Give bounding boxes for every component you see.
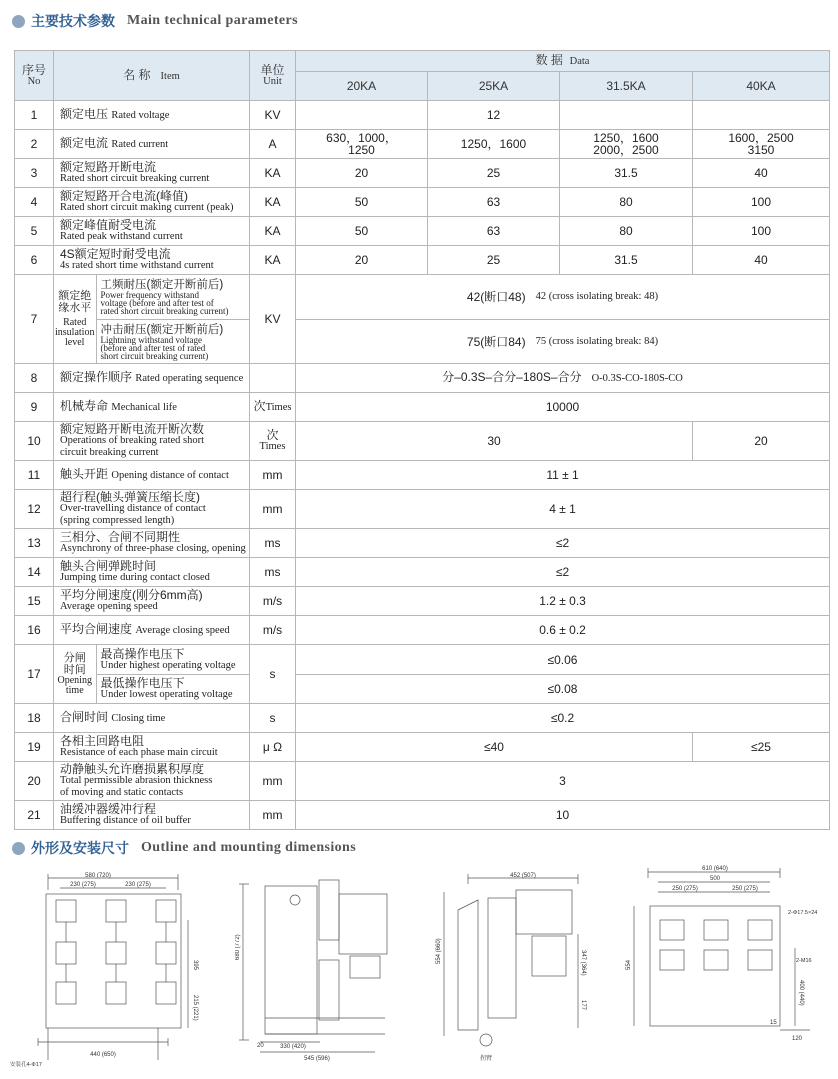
table-row: 6 4S额定短时耐受电流 4s rated short time withstand current KA 20 25 31.5 40 xyxy=(15,246,830,275)
table-row: 5 额定峰值耐受电流 Rated peak withstand current KA 50 63 80 100 xyxy=(15,217,830,246)
dim-offset: 20 xyxy=(257,1043,264,1049)
dim-h2: 215 (221) xyxy=(192,995,198,1021)
section-title-dimensions xyxy=(12,838,356,858)
table-row: 8 额定操作顺序 Rated operating sequence 分–0.3S–合分–180S–合分 O-0.3S-CO-180S-CO xyxy=(15,364,830,393)
table-row: 11 触头开距 Opening distance of contact mm 11 ± 1 xyxy=(15,461,830,490)
mounting-note: 安装孔4-Φ17 xyxy=(10,1062,42,1068)
dim-top: 580 (720) xyxy=(85,873,111,879)
side-view-drawing xyxy=(235,870,415,1070)
dim-b2: 120 xyxy=(792,1036,803,1042)
hole-note: 2-Φ17.5×24 xyxy=(788,910,818,916)
table-row: 12 超行程(触头弹簧压缩长度) Over-travelling distance of contact (spring compressed length) mm 4 ± 1 xyxy=(15,490,830,529)
table-header-columns: 20KA 25KA 31.5KA 40KA xyxy=(15,72,830,101)
dim-top: 610 (640) xyxy=(702,866,728,872)
dim-right: 230 (275) xyxy=(125,882,151,888)
dim-left: 250 (275) xyxy=(672,886,698,892)
rear-view-drawing xyxy=(620,860,830,1060)
table-row: 19 各相主回路电阻 Resistance of each phase main circuit μ Ω ≤40 ≤25 xyxy=(15,733,830,762)
dim-h2: 400 (440) xyxy=(798,980,804,1006)
table-row: 17 分闸 时间 Opening time 最高操作电压下 Under highest operating voltage 最低操作电压下 Under lowest operating voltage s ≤0.06 ≤0.08 xyxy=(15,645,830,704)
dim-depth-1: 330 (420) xyxy=(280,1044,306,1050)
dim-depth-2: 545 (596) xyxy=(304,1056,330,1062)
table-row: 4 额定短路开合电流(峰值) Rated short circuit making current (peak) KA 50 63 80 100 xyxy=(15,188,830,217)
section-title-en: Outline and mounting dimensions xyxy=(141,840,357,855)
section-title-zh: 外形及安装尺寸 xyxy=(31,840,129,856)
dim-height: 554 (660) xyxy=(436,938,442,964)
dim-h2: 347 (364) xyxy=(580,950,586,976)
table-row: 14 触头合闸弹跳时间 Jumping time during contact closed ms ≤2 xyxy=(15,558,830,587)
table-row: 16 平均合闸速度 Average closing speed m/s 0.6 ± 0.2 xyxy=(15,616,830,645)
dim-height: 680 (772) xyxy=(235,934,241,960)
table-row: 20 动静触头允许磨损累积厚度 Total permissible abrasion thickness of moving and static contacts mm 3 xyxy=(15,762,830,801)
front-view-drawing xyxy=(8,870,213,1070)
parameters-table xyxy=(14,50,830,830)
opening-time-subtable: 分闸 时间 Opening time 最高操作电压下 Under highest operating voltage 最低操作电压下 Under lowest operating voltage xyxy=(54,645,249,703)
dim-h1: 395 xyxy=(192,960,198,971)
table-row: 13 三相分、合闸不同期性 Asynchrony of three-phase closing, opening ms ≤2 xyxy=(15,529,830,558)
table-header-row: 序号 No 名 称 Item 单位 Unit 数 据 Data xyxy=(15,51,830,72)
bullet-icon xyxy=(12,842,25,855)
table-row: 2 额定电流 Rated current A 630，1000， 1250 1250，1600 1250，1600 2000，2500 1600，2500 3150 xyxy=(15,130,830,159)
section-title-zh: 主要技术参数 xyxy=(31,13,115,29)
dim-height: 554 xyxy=(626,959,632,970)
lever-label: 拐臂 xyxy=(479,1056,493,1062)
table-row: 3 额定短路开断电流 Rated short circuit breaking current KA 20 25 31.5 40 xyxy=(15,159,830,188)
table-row: 10 额定短路开断电流开断次数 Operations of breaking rated short circuit breaking current 次 Times 30 20 xyxy=(15,422,830,461)
table-row: 18 合闸时间 Closing time s ≤0.2 xyxy=(15,704,830,733)
dim-left: 230 (275) xyxy=(70,882,96,888)
dim-b1: 15 xyxy=(770,1020,777,1026)
table-row: 9 机械寿命 Mechanical life 次Times 10000 xyxy=(15,393,830,422)
dim-h3: 177 xyxy=(580,1000,586,1011)
dim-width: 452 (507) xyxy=(510,873,536,879)
bolt-note: 2-M16 xyxy=(796,958,812,964)
table-row: 21 油缓冲器缓冲行程 Buffering distance of oil buffer mm 10 xyxy=(15,801,830,830)
section-title-en: Main technical parameters xyxy=(127,13,298,28)
insulation-subtable: 额定绝 缘水平 Rated insulation level 工频耐压(额定开断前后) Power frequency withstand voltage (before and after test of rated short circuit breaking current) 冲击耐压(额定开断前后) Lightning withstand voltage (before and after test of rated short circuit breaking current) xyxy=(54,275,249,363)
table-row: 7 额定绝 缘水平 Rated insulation level 工频耐压(额定开断前后) Power frequency withstand voltage (before and after test of rated short circuit breaking current) 冲击耐压(额定开断前后) Lightning withstand voltage (before and after test of rated short circuit breaking current) KV 42(断口48) 42 (cross isolating break: 48) 75(断口84) 75 (cross isolating break: 84) xyxy=(15,275,830,364)
dim-right: 250 (275) xyxy=(732,886,758,892)
table-row: 1 额定电压 Rated voltage KV 12 xyxy=(15,101,830,130)
table-row: 15 平均分闸速度(刚分6mm高) Average opening speed m/s 1.2 ± 0.3 xyxy=(15,587,830,616)
bullet-icon xyxy=(12,15,25,28)
dim-bottom: 440 (650) xyxy=(90,1052,116,1058)
section-title-params xyxy=(12,11,298,31)
section-view-drawing xyxy=(428,870,608,1070)
dim-mid: 500 xyxy=(709,876,721,882)
